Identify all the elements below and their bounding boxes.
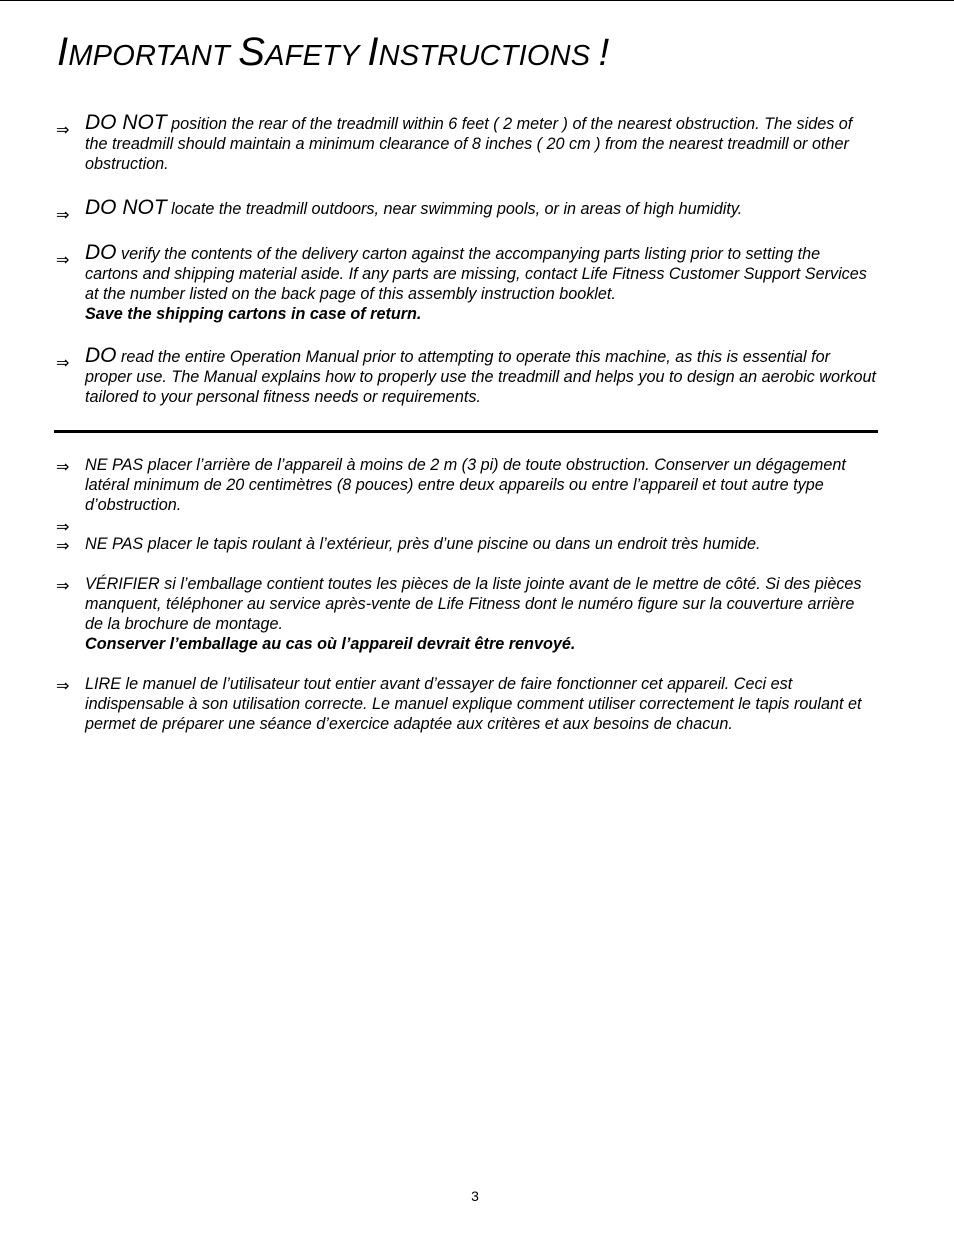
instruction-text xyxy=(85,198,876,219)
arrow-icon: ⇒ xyxy=(56,120,70,139)
title-exclamation: ! xyxy=(598,32,610,74)
instruction-body: locate the treadmill outdoors, near swimming pools, or in areas of high humidity. xyxy=(171,200,743,218)
instruction-body: VÉRIFIER si l’emballage contient toutes les pièces de la liste jointe avant de le mettre de côté. Si des pièces manquent, téléphoner au service après-vente de Life Fitness dont le numéro figure sur la couverture arrière de la brochure de montage. xyxy=(85,575,862,633)
title-word: MPORTANT xyxy=(68,40,230,72)
instruction-emphasis: Conserver l’emballage au cas où l’appareil devrait être renvoyé. xyxy=(85,635,576,653)
arrow-icon: ⇒ xyxy=(56,576,70,595)
section-divider xyxy=(54,430,878,433)
title-word: NSTRUCTIONS xyxy=(378,40,591,72)
instruction-emphasis: Save the shipping cartons in case of return. xyxy=(85,305,422,323)
arrow-icon: ⇒ xyxy=(56,250,70,269)
instruction-text xyxy=(85,574,876,654)
english-instruction-1 xyxy=(56,113,876,174)
instruction-body: verify the contents of the delivery carton against the accompanying parts listing prior to setting the cartons and shipping material aside. If any parts are missing, contact Life Fitness Customer Support Services at the number listed on the back page of this assembly instruction booklet. xyxy=(85,245,867,303)
instruction-text xyxy=(85,346,876,407)
arrow-icon: ⇒ xyxy=(56,457,70,476)
arrow-icon: ⇒ xyxy=(56,205,70,224)
instruction-body: read the entire Operation Manual prior to attempting to operate this machine, as this is essential for proper use. The Manual explains how to properly use the treadmill and helps you to design an aerobic workout tailored to your personal fitness needs or requirements. xyxy=(85,348,876,406)
arrow-icon: ⇒ xyxy=(56,536,70,555)
french-instruction-4 xyxy=(56,674,876,734)
instruction-body: position the rear of the treadmill within 6 feet ( 2 meter ) of the nearest obstruction. The sides of the treadmill should maintain a minimum clearance of 8 inches ( 20 cm ) from the nearest treadmill or other obstruction. xyxy=(85,115,853,173)
top-rule xyxy=(0,0,954,1)
instruction-text: NE PAS placer l’arrière de l’appareil à moins de 2 m (3 pi) de toute obstruction. Conserver un dégagement latéral minimum de 20 centimètres (8 pouces) entre deux appareils ou entre l’appareil et tout autre type d’obstruction. xyxy=(85,456,846,514)
instruction-keyword: DO xyxy=(85,241,117,264)
english-instruction-4 xyxy=(56,346,876,407)
french-instruction-2 xyxy=(56,534,876,554)
title-initial: S xyxy=(238,30,266,74)
french-instruction-3 xyxy=(56,574,876,654)
arrow-icon: ⇒ xyxy=(56,676,70,695)
title-initial: I xyxy=(57,30,69,74)
french-instruction-1 xyxy=(56,455,876,515)
title-initial: I xyxy=(367,30,379,74)
arrow-icon: ⇒ xyxy=(56,353,70,372)
instruction-keyword: DO NOT xyxy=(85,196,167,219)
instruction-text: NE PAS placer le tapis roulant à l’extérieur, près d’une piscine ou dans un endroit très humide. xyxy=(85,535,761,553)
instruction-text xyxy=(85,113,876,174)
page-number: 3 xyxy=(471,1188,479,1204)
title-word: AFETY xyxy=(265,40,360,72)
english-instruction-2 xyxy=(56,196,876,224)
page-title xyxy=(57,30,609,75)
instruction-text: LIRE le manuel de l’utilisateur tout entier avant d’essayer de faire fonctionner cet appareil. Ceci est indispensable à son utilisation correcte. Le manuel explique comment utiliser correctement le tapis roulant et permet de préparer une séance d’exercice adaptée aux critères et aux besoins de chacun. xyxy=(85,675,862,733)
instruction-keyword: DO xyxy=(85,344,117,367)
english-instruction-3 xyxy=(56,243,876,324)
instruction-text xyxy=(85,243,876,324)
instruction-keyword: DO NOT xyxy=(85,111,167,134)
arrow-icon: ⇒ xyxy=(56,517,70,536)
